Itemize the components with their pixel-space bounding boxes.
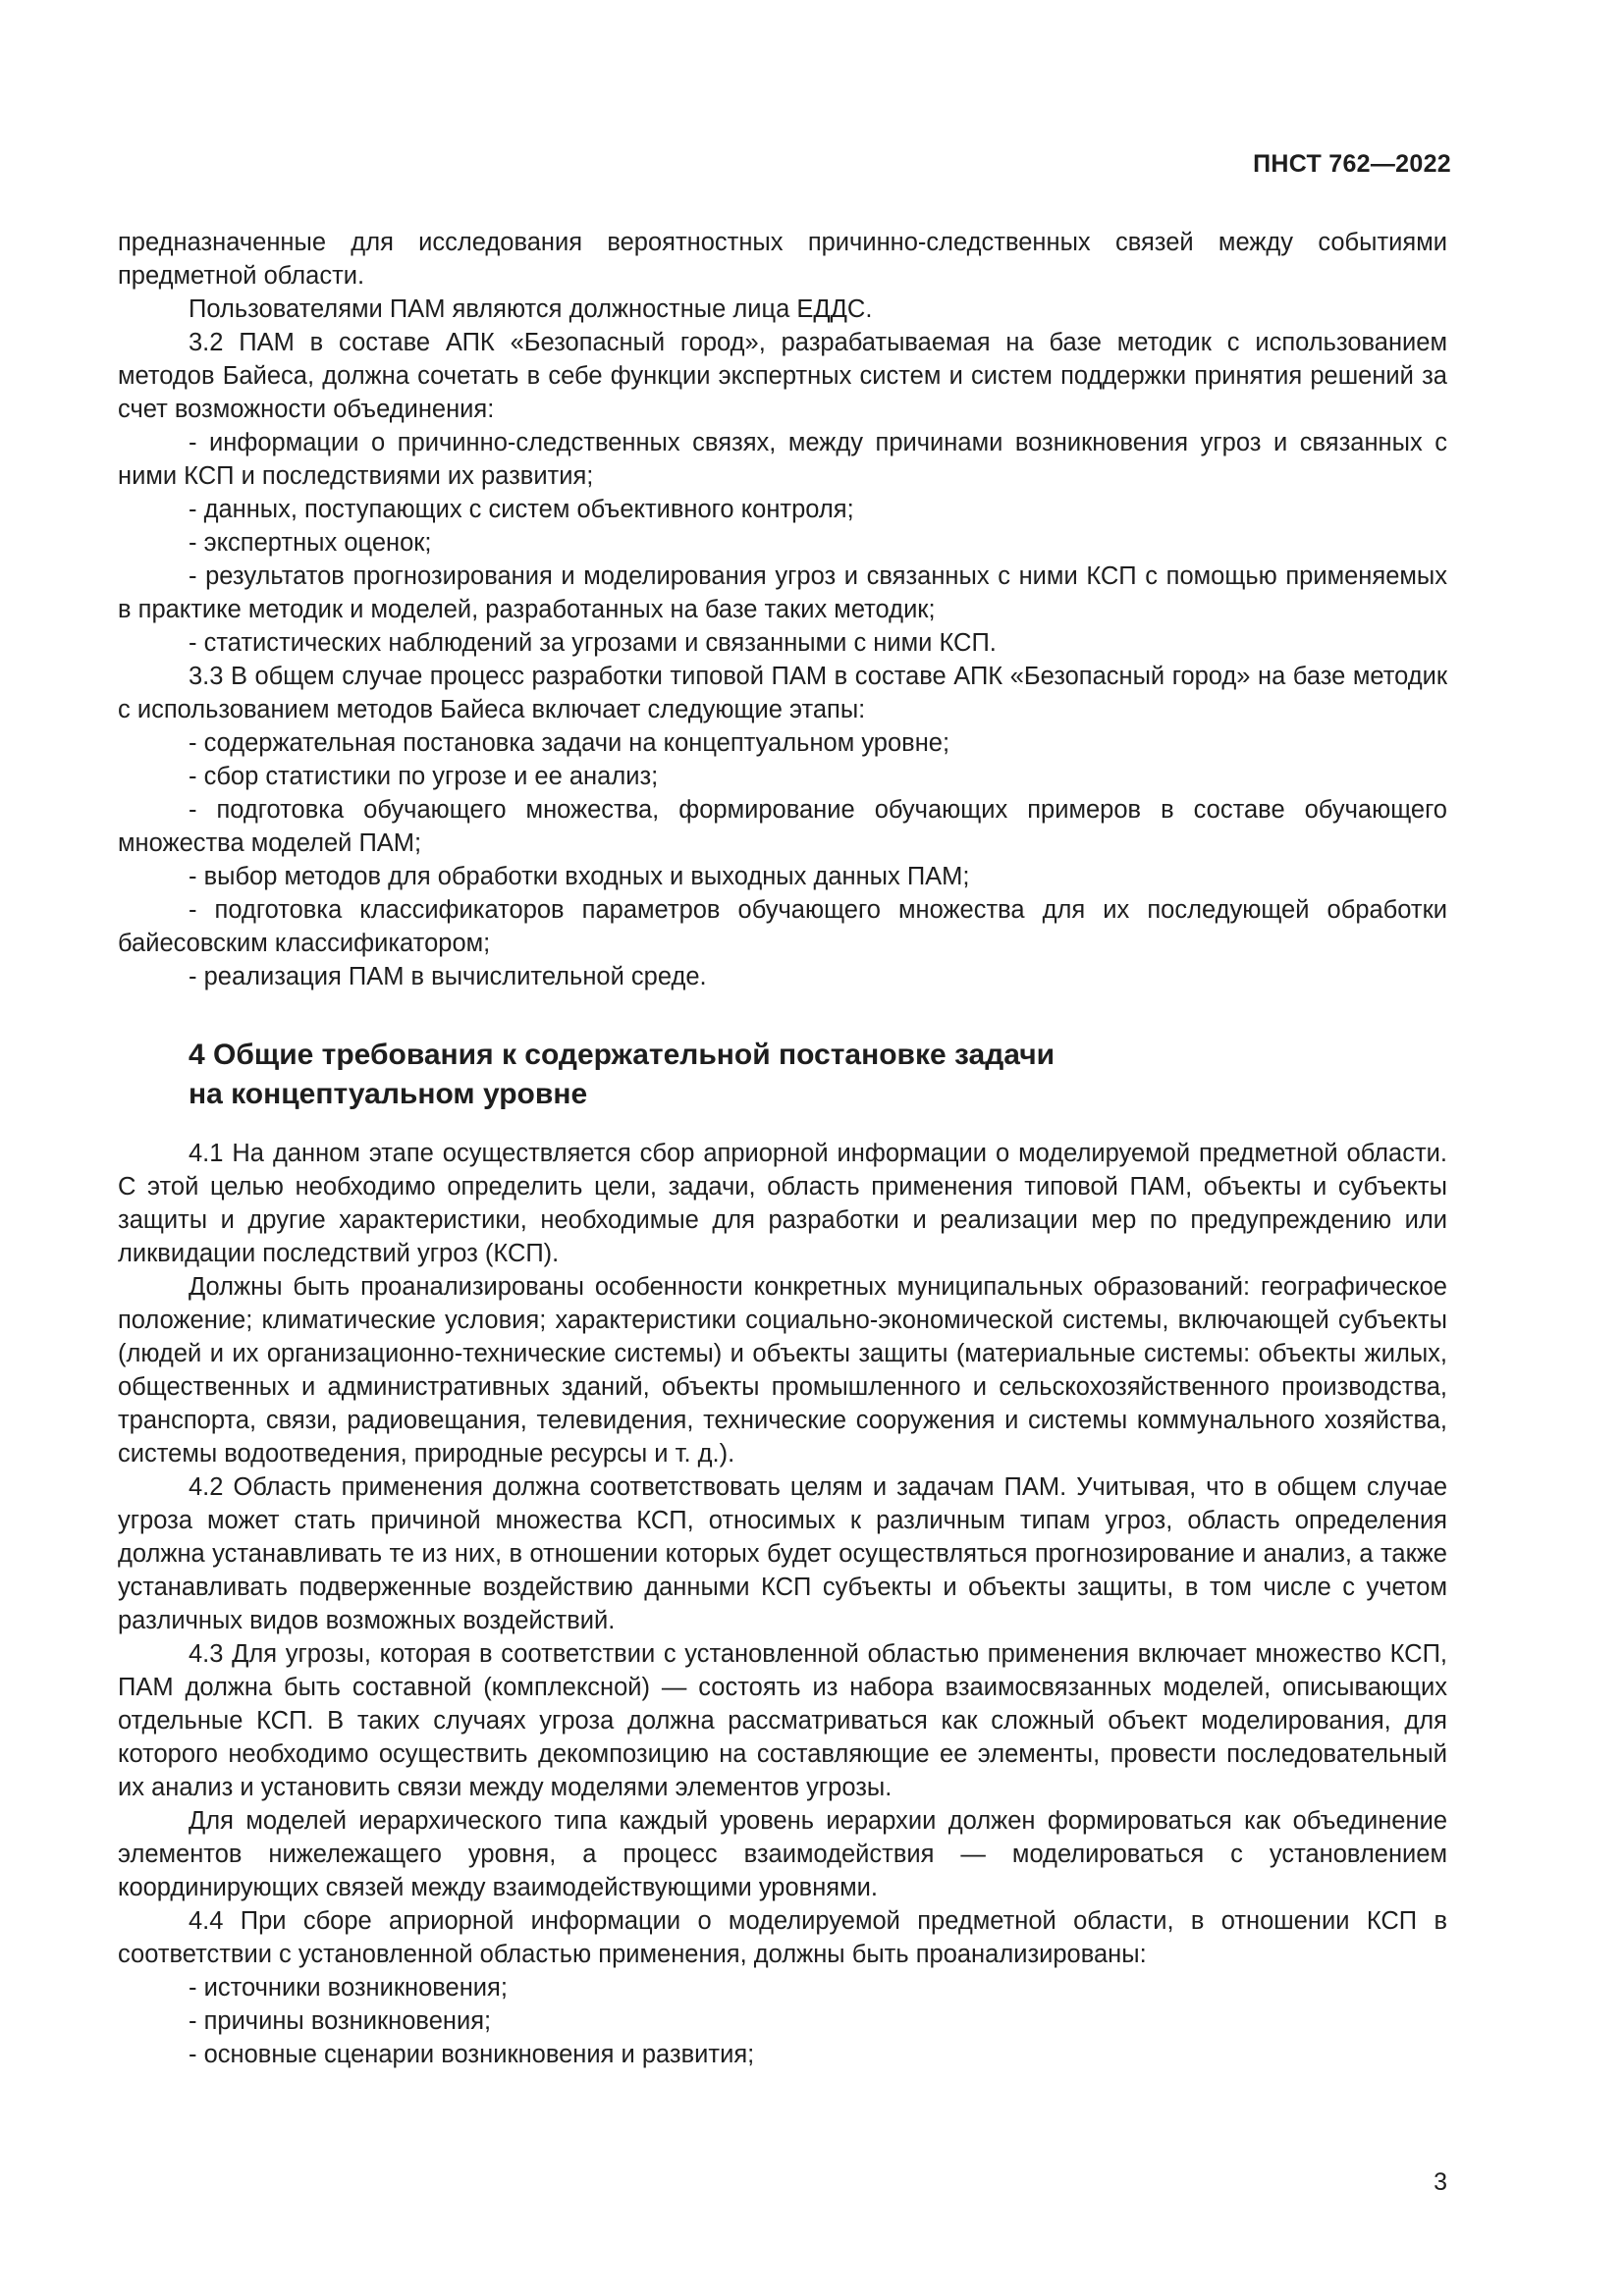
paragraph: 4.2 Область применения должна соответствовать целям и задачам ПАМ. Учитывая, что в общем случае угроза может стать причиной множества КСП, относимых к различным типам угроз, область определения должна устанавливать те из них, в отношении которых будет осуществляться прогнозирование и анализ, а также устанавливать подверженные воздействию данными КСП субъекты и объекты защиты, в том числе с учетом различных видов возможных воздействий.: [118, 1473, 1447, 1634]
paragraph: Должны быть проанализированы особенности конкретных муниципальных образований: географическое положение; климатические условия; характеристики социально-экономической системы, включающей субъекты (людей и их организационно-технические системы) и объекты защиты (материальные системы: объекты жилых, общественных и административных зданий, объекты промышленного и сельскохозяйственного производства, транспорта, связи, радиовещания, телевидения, технические сооружения и системы коммунального хозяйства, системы водоотведения, природные ресурсы и т. д.).: [118, 1273, 1447, 1468]
list-item: - основные сценарии возникновения и развития;: [189, 2041, 755, 2068]
section-4-heading: [189, 1036, 1426, 1114]
list-item: - источники возникновения;: [189, 1974, 508, 2002]
list-item: - реализация ПАМ в вычислительной среде.: [189, 963, 707, 990]
list-item: - сбор статистики по угрозе и ее анализ;: [189, 763, 659, 790]
paragraph: Пользователями ПАМ являются должностные лица ЕДДС.: [189, 295, 873, 323]
document-code-header: ПНСТ 762—2022: [1253, 150, 1451, 178]
text-block-section-3: [118, 226, 1447, 993]
paragraph: - подготовка обучающего множества, формирование обучающих примеров в составе обучающего множества моделей ПАМ;: [118, 796, 1447, 857]
list-item: - выбор методов для обработки входных и выходных данных ПАМ;: [189, 863, 970, 890]
paragraph: 3.2 ПАМ в составе АПК «Безопасный город», разрабатываемая на базе методик с использованием методов Байеса, должна сочетать в себе функции экспертных систем и систем поддержки принятия решений за счет возможности объединения:: [118, 329, 1447, 423]
paragraph: - результатов прогнозирования и моделирования угроз и связанных с ними КСП с помощью применяемых в практике методик и моделей, разработанных на базе таких методик;: [118, 562, 1447, 623]
list-item: - данных, поступающих с систем объективного контроля;: [189, 496, 854, 523]
paragraph: - подготовка классификаторов параметров обучающего множества для их последующей обработки байесовским классификатором;: [118, 896, 1447, 957]
paragraph: 3.3 В общем случае процесс разработки типовой ПАМ в составе АПК «Безопасный город» на базе методик с использованием методов Байеса включает следующие этапы:: [118, 663, 1447, 723]
paragraph: - информации о причинно-следственных связях, между причинами возникновения угроз и связанных с ними КСП и последствиями их развития;: [118, 429, 1447, 490]
section-4-heading-line-2: на концептуальном уровне: [189, 1078, 588, 1110]
paragraph: предназначенные для исследования вероятностных причинно-следственных связей между событиями предметной области.: [118, 229, 1447, 290]
paragraph: 4.1 На данном этапе осуществляется сбор априорной информации о моделируемой предметной области. С этой целью необходимо определить цели, задачи, область применения типовой ПАМ, объекты и субъекты защиты и другие характеристики, необходимые для разработки и реализации мер по предупреждению или ликвидации последствий угроз (КСП).: [118, 1140, 1447, 1267]
page-number: 3: [1434, 2168, 1447, 2196]
paragraph: 4.4 При сборе априорной информации о моделируемой предметной области, в отношении КСП в соответствии с установленной областью применения, должны быть проанализированы:: [118, 1907, 1447, 1968]
section-4-heading-line-1: 4 Общие требования к содержательной постановке задачи: [189, 1039, 1056, 1071]
paragraph: Для моделей иерархического типа каждый уровень иерархии должен формироваться как объединение элементов нижележащего уровня, а процесс взаимодействия — моделироваться с установлением координирующих связей между взаимодействующими уровнями.: [118, 1807, 1447, 1901]
list-item: - содержательная постановка задачи на концептуальном уровне;: [189, 729, 950, 757]
list-item: - статистических наблюдений за угрозами и связанными с ними КСП.: [189, 629, 997, 657]
paragraph: 4.3 Для угрозы, которая в соответствии с установленной областью применения включает множество КСП, ПАМ должна быть составной (комплексной) — состоять из набора взаимосвязанных моделей, описывающих отдельные КСП. В таких случаях угроза должна рассматриваться как сложный объект моделирования, для которого необходимо осуществить декомпозицию на составляющие ее элементы, провести последовательный их анализ и установить связи между моделями элементов угрозы.: [118, 1640, 1447, 1801]
text-block-section-4: [118, 1137, 1447, 2071]
list-item: - причины возникновения;: [189, 2007, 492, 2035]
list-item: - экспертных оценок;: [189, 529, 432, 557]
